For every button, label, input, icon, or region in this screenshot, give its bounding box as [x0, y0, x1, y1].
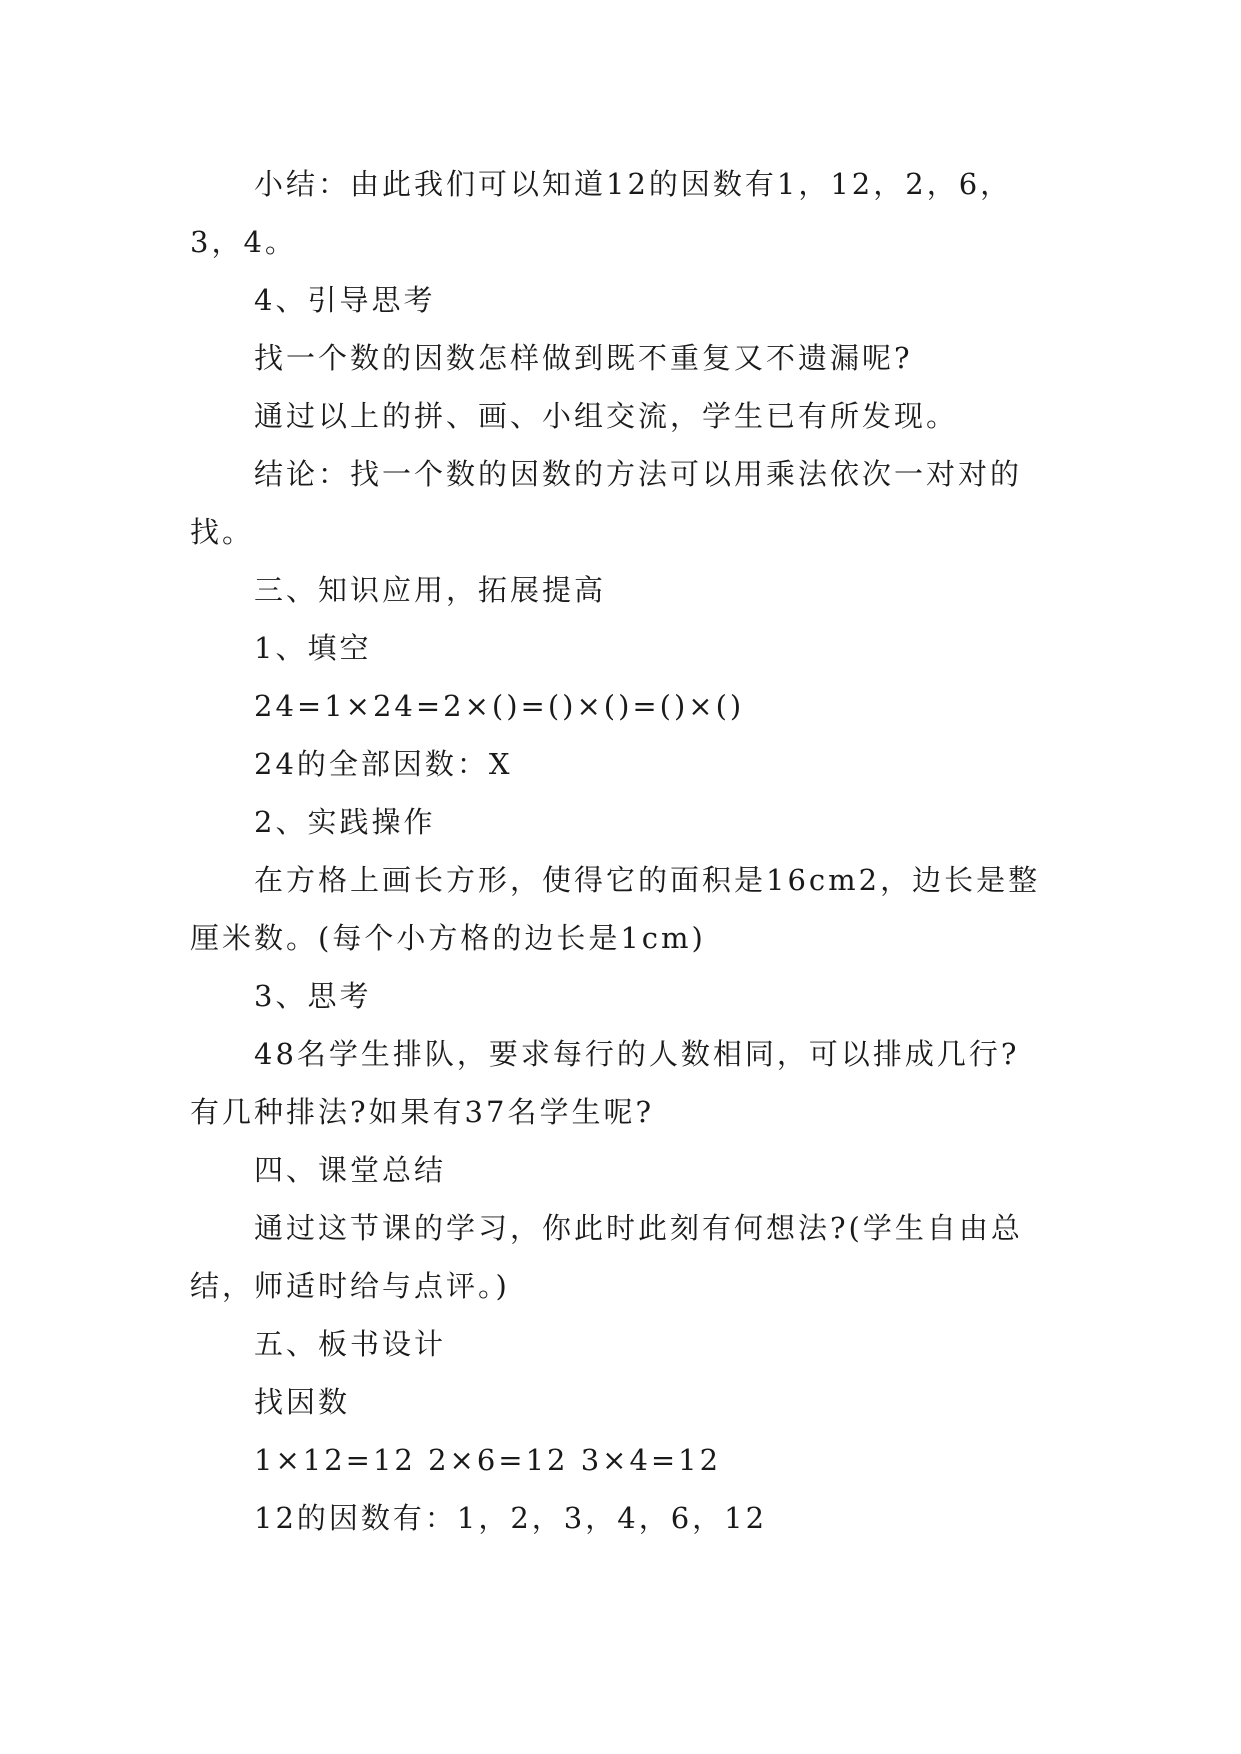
conclusion-paragraph: 结论：找一个数的因数的方法可以用乘法依次一对对的找。 — [190, 457, 1023, 549]
section-heading-guide-thinking: 4、引导思考 — [254, 283, 436, 317]
question-paragraph: 找一个数的因数怎样做到既不重复又不遗漏呢? — [254, 341, 913, 375]
summary-paragraph: 小结：由此我们可以知道12的因数有1，12，2，6，3，4。 — [190, 167, 1013, 259]
discovery-paragraph: 通过以上的拼、画、小组交流，学生已有所发现。 — [254, 399, 959, 433]
class-summary-paragraph: 通过这节课的学习，你此时此刻有何想法?(学生自由总结，师适时给与点评。) — [190, 1211, 1023, 1303]
section-heading-application: 三、知识应用，拓展提高 — [254, 573, 607, 607]
subheading-thinking: 3、思考 — [254, 979, 372, 1013]
thinking-paragraph: 48名学生排队，要求每行的人数相同，可以排成几行?有几种排法?如果有37名学生呢? — [190, 1037, 1020, 1129]
factors-of-24-line: 24的全部因数：X — [254, 747, 513, 781]
board-factors-of-12: 12的因数有：1，2，3，4，6，12 — [254, 1501, 768, 1535]
section-heading-class-summary: 四、课堂总结 — [254, 1153, 447, 1187]
board-equations: 1×12=12 2×6=12 3×4=12 — [254, 1443, 722, 1477]
subheading-practice: 2、实践操作 — [254, 805, 436, 839]
section-heading-board-design: 五、板书设计 — [254, 1327, 447, 1361]
document-body — [190, 155, 1050, 1547]
subheading-fill-blank: 1、填空 — [254, 631, 372, 665]
board-title: 找因数 — [254, 1385, 351, 1419]
practice-paragraph: 在方格上画长方形，使得它的面积是16cm2，边长是整厘米数。(每个小方格的边长是1cm) — [190, 863, 1041, 955]
equation-line: 24=1×24=2×()=()×()=()×() — [254, 689, 745, 723]
